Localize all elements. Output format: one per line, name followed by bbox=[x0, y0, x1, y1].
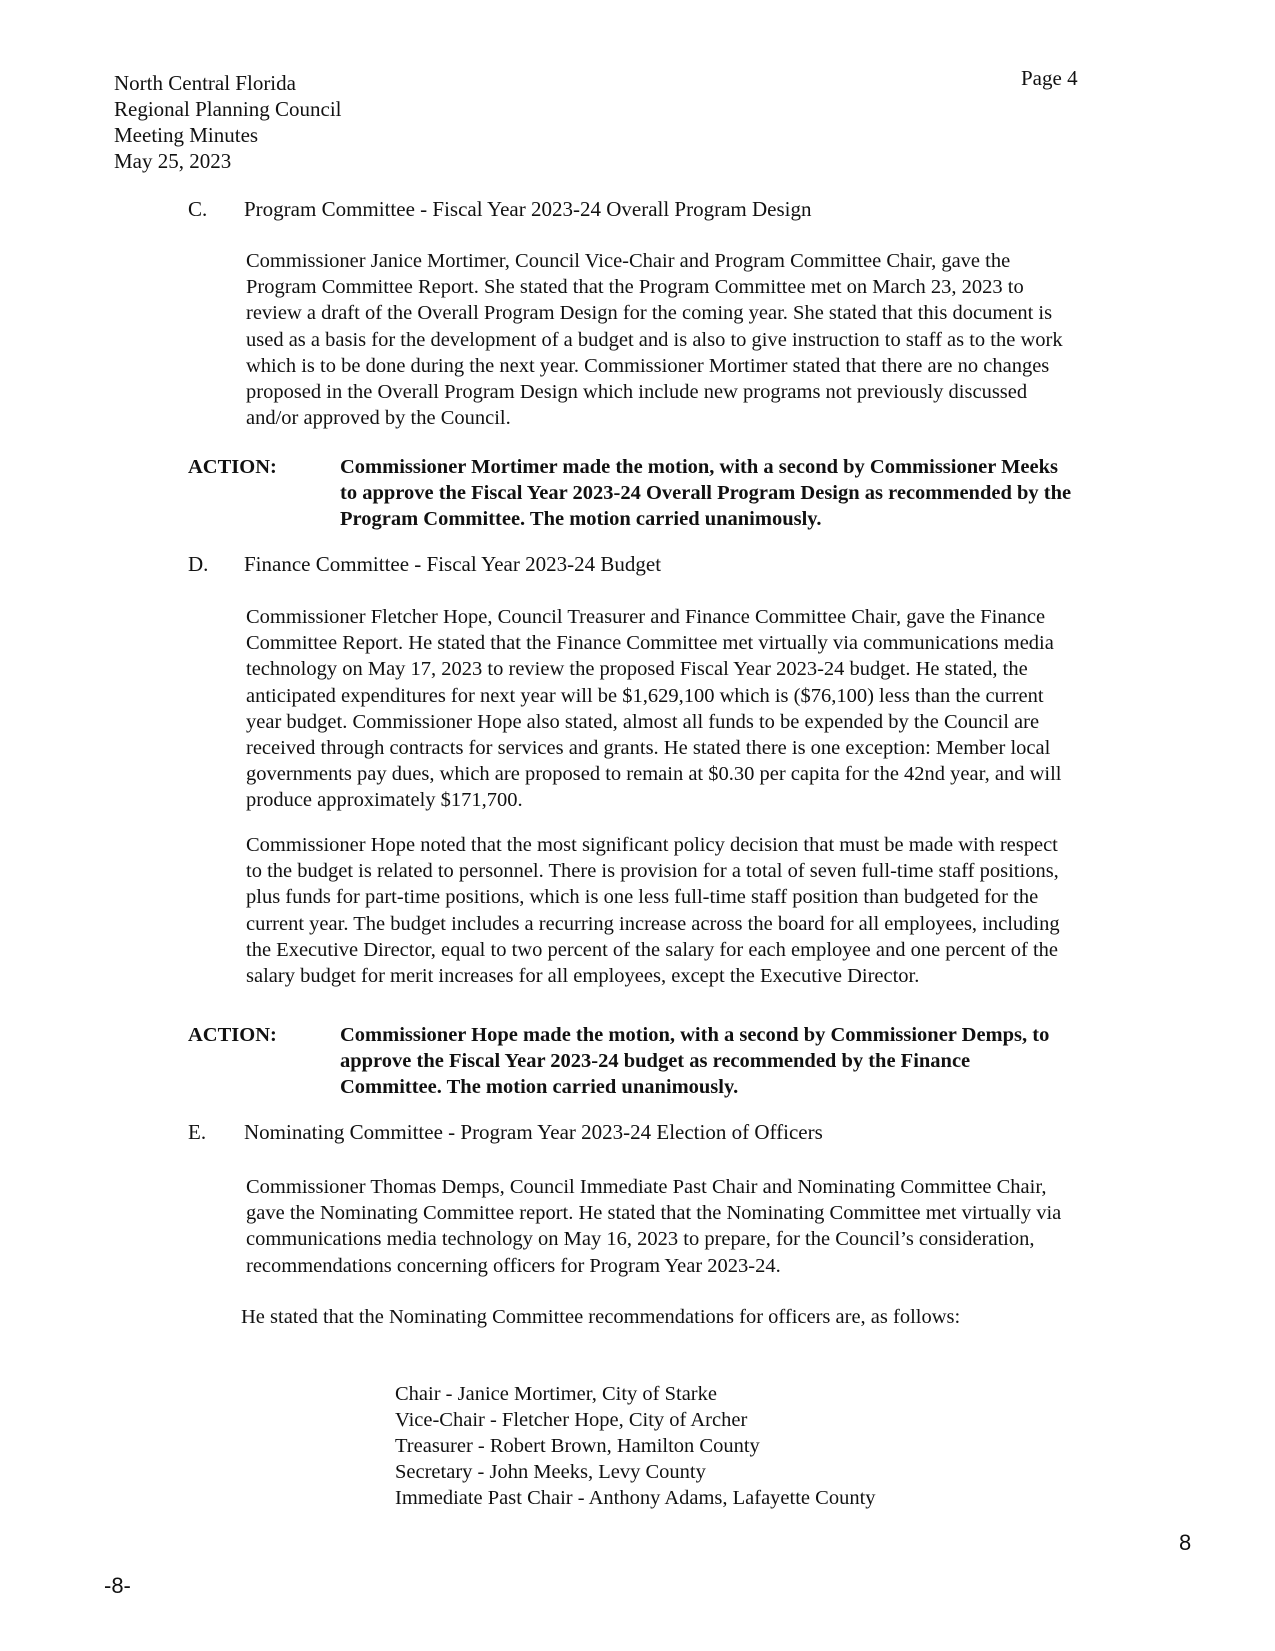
action-text bbox=[340, 1022, 1200, 1101]
header-organization: North Central Florida bbox=[114, 71, 296, 95]
footer-page-marker: -8- bbox=[104, 1573, 131, 1598]
action-line: Committee. The motion carried unanimously. bbox=[340, 1076, 739, 1099]
section-e-title: Nominating Committee - Program Year 2023-24 Election of Officers bbox=[244, 1120, 823, 1144]
section-e-paragraph bbox=[246, 1174, 1166, 1279]
paragraph-line: the Executive Director, equal to two percent of the salary for each employee and one percent of the bbox=[246, 938, 1058, 961]
paragraph-line: to the budget is related to personnel. There is provision for a total of seven full-time staff positions, bbox=[246, 860, 1059, 883]
section-c-heading bbox=[188, 197, 812, 222]
officer-secretary: Secretary - John Meeks, Levy County bbox=[395, 1461, 706, 1483]
action-line: approve the Fiscal Year 2023-24 budget as recommended by the Finance bbox=[340, 1050, 971, 1073]
paragraph-line: Committee Report. He stated that the Finance Committee met virtually via communications media bbox=[246, 632, 1054, 655]
section-d-paragraph-1 bbox=[246, 604, 1166, 814]
paragraph-line: proposed in the Overall Program Design which include new programs not previously discussed bbox=[246, 381, 1028, 404]
paragraph-line: received through contracts for services and grants. He stated there is one exception: Member local bbox=[246, 737, 1051, 760]
action-text bbox=[340, 454, 1200, 533]
officer-treasurer: Treasurer - Robert Brown, Hamilton County bbox=[395, 1435, 760, 1457]
paragraph-line: anticipated expenditures for next year will be $1,629,100 which is ($76,100) less than the current bbox=[246, 684, 1044, 707]
paragraph-line: review a draft of the Overall Program Design for the coming year. She stated that this document is bbox=[246, 302, 1053, 325]
paragraph-line: Commissioner Fletcher Hope, Council Treasurer and Finance Committee Chair, gave the Finance bbox=[246, 606, 1046, 628]
section-e-heading bbox=[188, 1120, 823, 1145]
paragraph-line: Commissioner Hope noted that the most significant policy decision that must be made with respect bbox=[246, 834, 1058, 856]
paragraph-line: plus funds for part-time positions, which is one less full-time staff position than budgeted for the bbox=[246, 886, 1039, 909]
header-date: May 25, 2023 bbox=[114, 149, 232, 173]
paragraph-line: technology on May 17, 2023 to review the proposed Fiscal Year 2023-24 budget. He stated, the bbox=[246, 658, 1028, 681]
action-line: to approve the Fiscal Year 2023-24 Overall Program Design as recommended by the bbox=[340, 482, 1072, 505]
section-c-letter: C. bbox=[188, 197, 208, 221]
section-d-heading bbox=[188, 552, 661, 577]
section-d-paragraph-2 bbox=[246, 832, 1166, 989]
section-e-intro bbox=[241, 1304, 1161, 1330]
paragraph-line: year budget. Commissioner Hope also stated, almost all funds to be expended by the Council are bbox=[246, 710, 1040, 733]
paragraph-line: salary budget for merit increases for all employees, except the Executive Director. bbox=[246, 965, 920, 988]
paragraph-line: gave the Nominating Committee report. He stated that the Nominating Committee met virtually via bbox=[246, 1202, 1062, 1225]
section-c-title: Program Committee - Fiscal Year 2023-24 Overall Program Design bbox=[244, 197, 812, 221]
section-d-title: Finance Committee - Fiscal Year 2023-24 Budget bbox=[244, 552, 662, 576]
paragraph-line: Commissioner Thomas Demps, Council Immediate Past Chair and Nominating Committee Chair, bbox=[246, 1176, 1047, 1198]
action-line: Program Committee. The motion carried unanimously. bbox=[340, 508, 822, 531]
officer-immediate-past-chair: Immediate Past Chair - Anthony Adams, Lafayette County bbox=[395, 1487, 876, 1509]
officer-chair: Chair - Janice Mortimer, City of Starke bbox=[395, 1383, 717, 1405]
paragraph-line: produce approximately $171,700. bbox=[246, 789, 523, 812]
document-header bbox=[114, 70, 341, 174]
paragraph-line: current year. The budget includes a recurring increase across the board for all employees, including bbox=[246, 912, 1060, 935]
stamp-page-number: 8 bbox=[1179, 1530, 1192, 1555]
paragraph-line: communications media technology on May 16, 2023 to prepare, for the Council’s consideration, bbox=[246, 1228, 1035, 1251]
action-line: Commissioner Hope made the motion, with a second by Commissioner Demps, to bbox=[340, 1024, 1050, 1046]
header-council: Regional Planning Council bbox=[114, 97, 342, 121]
section-c-paragraph bbox=[246, 248, 1166, 431]
section-e-letter: E. bbox=[188, 1120, 207, 1144]
paragraph-line: governments pay dues, which are proposed to remain at $0.30 per capita for the 42nd year, and will bbox=[246, 763, 1062, 786]
action-label: ACTION: bbox=[188, 456, 277, 478]
officers-intro: He stated that the Nominating Committee recommendations for officers are, as follows: bbox=[241, 1306, 961, 1328]
paragraph-line: Commissioner Janice Mortimer, Council Vice-Chair and Program Committee Chair, gave the bbox=[246, 250, 1011, 272]
header-document-type: Meeting Minutes bbox=[114, 123, 259, 147]
paragraph-line: recommendations concerning officers for Program Year 2023-24. bbox=[246, 1254, 781, 1277]
section-d-letter: D. bbox=[188, 552, 209, 576]
action-line: Commissioner Mortimer made the motion, with a second by Commissioner Meeks bbox=[340, 456, 1059, 478]
paragraph-line: Program Committee Report. She stated that the Program Committee met on March 23, 2023 to bbox=[246, 276, 1024, 299]
paragraph-line: which is to be done during the next year. Commissioner Mortimer stated that there are no changes bbox=[246, 354, 1050, 377]
officer-vice-chair: Vice-Chair - Fletcher Hope, City of Archer bbox=[395, 1409, 748, 1431]
page-number: Page 4 bbox=[1021, 66, 1078, 90]
officer-list bbox=[395, 1381, 876, 1511]
paragraph-line: and/or approved by the Council. bbox=[246, 407, 511, 430]
action-label: ACTION: bbox=[188, 1024, 277, 1046]
paragraph-line: used as a basis for the development of a budget and is also to give instruction to staff as to the work bbox=[246, 328, 1063, 351]
